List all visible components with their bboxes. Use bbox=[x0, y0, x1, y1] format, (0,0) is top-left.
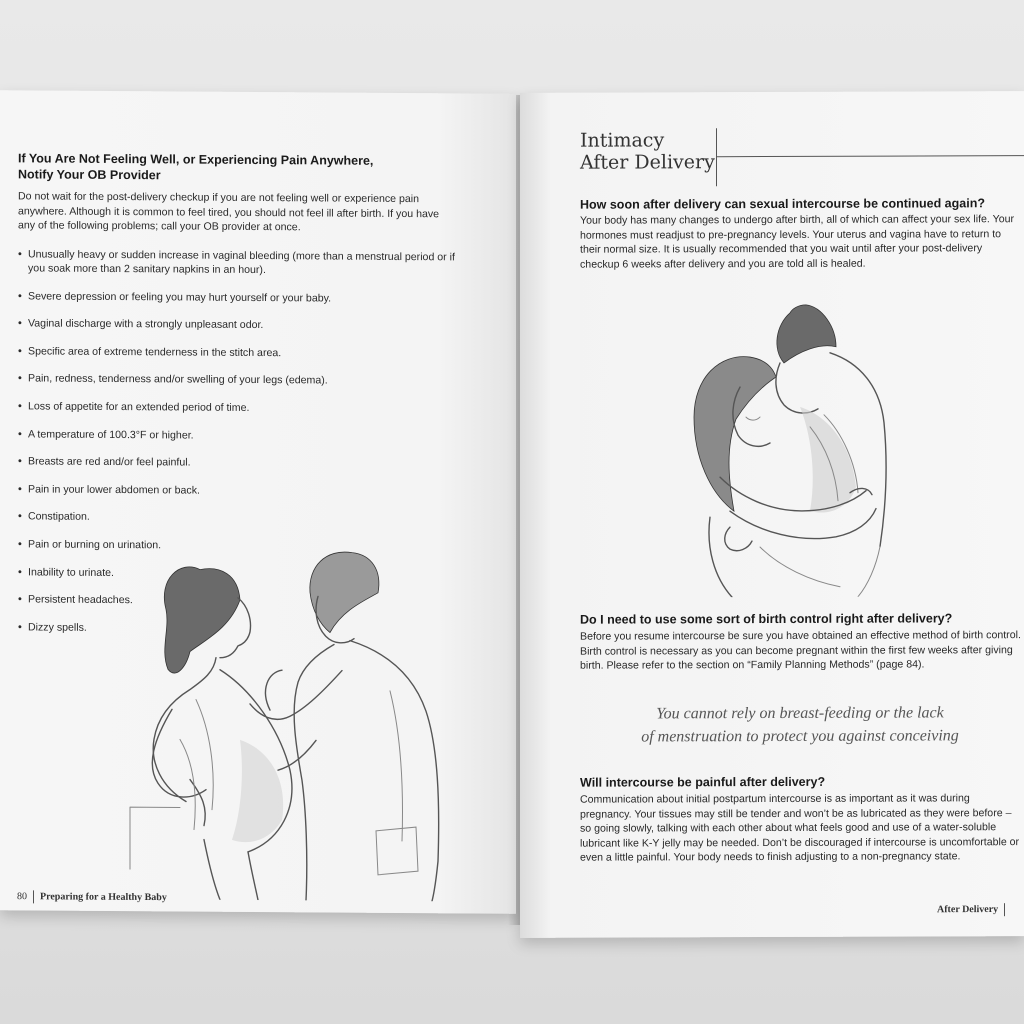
list-item: • A temperature of 100.3°F or higher. bbox=[18, 427, 468, 444]
section-title bbox=[580, 129, 715, 173]
q3-body: Communication about initial postpartum intercourse is as important as it was during pregnancy. Your tissues may still be tender and won’t be as lubricated as they were before – so going slowly, talking with each other about what feels good and use of a water-soluble lubricant like K-Y jelly may be needed. Don’t be discouraged if intercourse is uncomfortable or even a little painful. Your body needs to finish adjusting to a non-pregnancy state. bbox=[580, 792, 1020, 864]
list-item: • Severe depression or feeling you may hurt yourself or your baby. bbox=[18, 289, 468, 306]
left-footer bbox=[17, 890, 167, 904]
section-title-line2: After Delivery bbox=[580, 151, 715, 174]
pregnant-woman-doctor-illustration bbox=[120, 539, 490, 902]
pull-quote bbox=[600, 701, 1000, 748]
right-footer-title: After Delivery bbox=[937, 904, 999, 916]
list-item: • Persistent headaches. bbox=[18, 592, 468, 609]
footer-divider bbox=[1004, 903, 1005, 916]
right-page bbox=[520, 91, 1024, 938]
list-item: • Pain in your lower abdomen or back. bbox=[18, 482, 468, 499]
left-page bbox=[0, 90, 516, 914]
list-item: • Breasts are red and/or feel painful. bbox=[18, 454, 468, 471]
q1-body: Your body has many changes to undergo after birth, all of which can affect your sex life. Your hormones must readjust to pre-pregnancy levels. Your uterus and vagina have to return to their normal size. It is usually recommended that you wait until after your post-delivery checkup 6 weeks after delivery and you are told all is healed. bbox=[580, 213, 1015, 271]
list-item: • Unusually heavy or sudden increase in vaginal bleeding (more than a menstrual period or if you soak more than 2 sanitary napkins in an hour). bbox=[18, 247, 468, 278]
list-item: • Specific area of extreme tenderness in the stitch area. bbox=[18, 344, 468, 361]
list-item: • Constipation. bbox=[18, 510, 468, 527]
list-item: • Loss of appetite for an extended period of time. bbox=[18, 399, 468, 416]
title-horizontal-rule bbox=[716, 155, 1024, 157]
left-intro: Do not wait for the post-delivery checkup if you are not feeling well or experience pain anywhere. Although it is common to feel tired, you should not feel ill after birth. If you have any of the following problems; call your OB provider at once. bbox=[18, 190, 440, 234]
left-heading-line2: Notify Your OB Provider bbox=[18, 167, 161, 183]
right-footer bbox=[937, 903, 1011, 916]
page-number: 80 bbox=[17, 891, 27, 903]
q2-body: Before you resume intercourse be sure you have obtained an effective method of birth control. Birth control is necessary as you can become pregnant within the first few weeks after giving birth. Please refer to the section on “Family Planning Methods” (page 84). bbox=[580, 629, 1021, 672]
list-item: • Dizzy spells. bbox=[18, 620, 468, 637]
section-title-line1: Intimacy bbox=[580, 129, 665, 152]
q2-heading: Do I need to use some sort of birth control right after delivery? bbox=[580, 611, 953, 627]
list-item: • Pain, redness, tenderness and/or swelling of your legs (edema). bbox=[18, 372, 468, 389]
list-item: • Inability to urinate. bbox=[18, 565, 468, 582]
left-heading-line1: If You Are Not Feeling Well, or Experiencing Pain Anywhere, bbox=[18, 151, 374, 168]
footer-divider bbox=[33, 890, 34, 903]
q3-heading: Will intercourse be painful after delivery? bbox=[580, 774, 826, 790]
pull-quote-line2: of menstruation to protect you against conceiving bbox=[641, 727, 959, 746]
left-heading bbox=[18, 150, 498, 185]
q1-heading: How soon after delivery can sexual intercourse be continued again? bbox=[580, 196, 985, 212]
couple-embracing-illustration bbox=[680, 296, 940, 597]
pull-quote-line1: You cannot rely on breast-feeding or the lack bbox=[656, 704, 944, 723]
list-item: • Vaginal discharge with a strongly unpleasant odor. bbox=[18, 317, 468, 334]
list-item: • Pain or burning on urination. bbox=[18, 537, 468, 554]
left-footer-title: Preparing for a Healthy Baby bbox=[40, 891, 167, 904]
